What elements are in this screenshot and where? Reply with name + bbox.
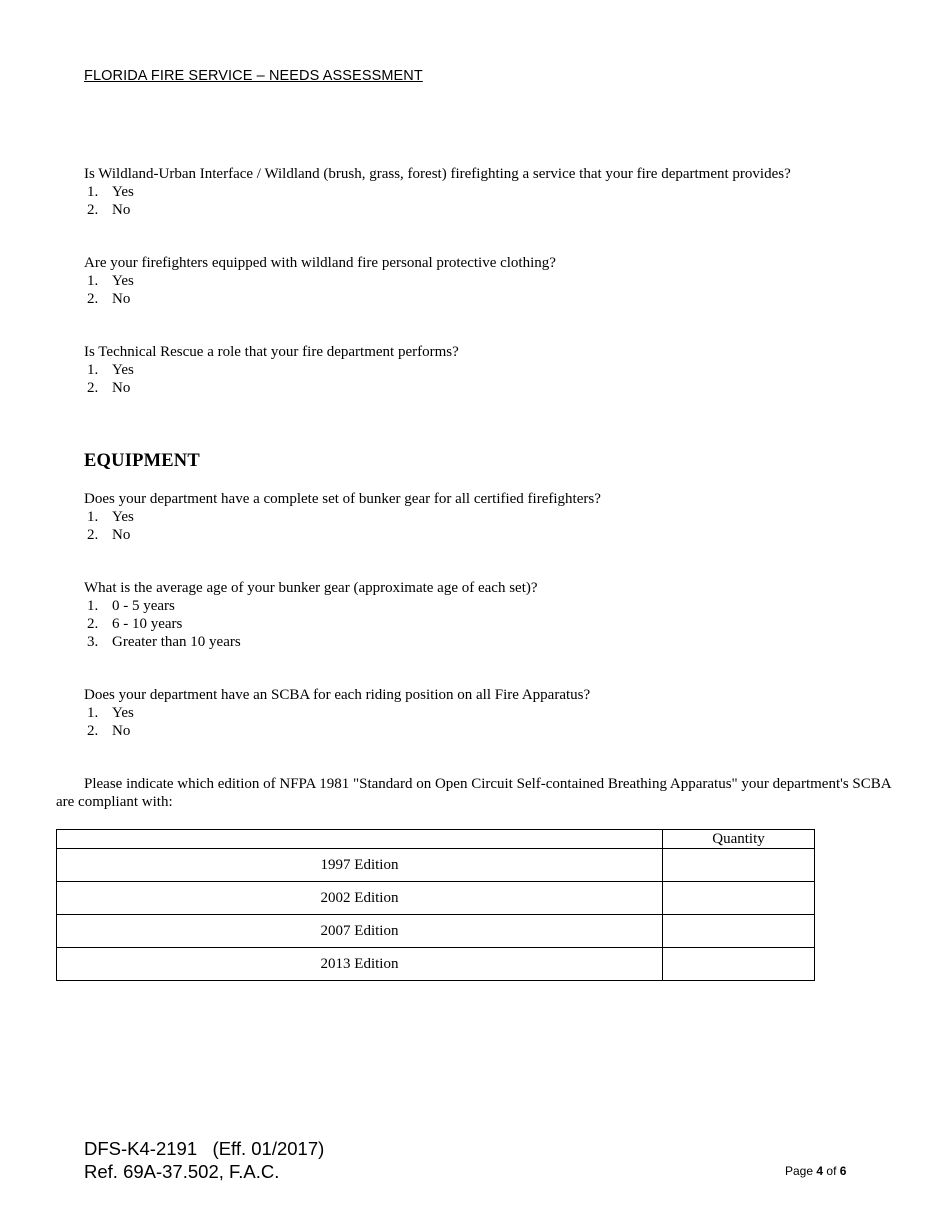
option-number: 2. <box>87 380 99 396</box>
question-text: What is the average age of your bunker gear (approximate age of each set)? <box>84 580 538 596</box>
page-header-title: FLORIDA FIRE SERVICE – NEEDS ASSESSMENT <box>84 68 423 84</box>
option-label: 6 - 10 years <box>112 616 183 632</box>
option-number: 2. <box>87 616 99 632</box>
option-number: 2. <box>87 202 99 218</box>
quantity-cell[interactable] <box>663 948 815 981</box>
question-bunker-gear-complete <box>84 490 601 544</box>
option-no[interactable] <box>84 379 459 397</box>
page-number <box>785 1164 846 1178</box>
table-header-row <box>57 830 815 849</box>
question-bunker-gear-age <box>84 579 538 651</box>
question-text: Is Technical Rescue a role that your fire department performs? <box>84 344 459 360</box>
page-of: of <box>826 1164 837 1178</box>
option-number: 2. <box>87 291 99 307</box>
table-row <box>57 849 815 882</box>
table-header-quantity: Quantity <box>663 830 815 849</box>
page-word: Page <box>785 1164 814 1178</box>
option-yes[interactable] <box>84 272 556 290</box>
question-text: Are your firefighters equipped with wildland fire personal protective clothing? <box>84 255 556 271</box>
question-text: Does your department have a complete set of bunker gear for all certified firefighters? <box>84 491 601 507</box>
option-label: No <box>112 527 131 543</box>
option-label: No <box>112 202 131 218</box>
option-no[interactable] <box>84 290 556 308</box>
footer-reference: Ref. 69A-37.502, F.A.C. <box>84 1161 280 1182</box>
edition-label: 2007 Edition <box>57 915 663 948</box>
option-6-10-years[interactable] <box>84 615 538 633</box>
option-no[interactable] <box>84 722 590 740</box>
option-label: Yes <box>112 705 134 721</box>
nfpa-paragraph <box>56 775 896 811</box>
option-label: No <box>112 291 131 307</box>
option-number: 1. <box>87 362 99 378</box>
question-technical-rescue <box>84 343 459 397</box>
footer-effective-date: (Eff. 01/2017) <box>212 1138 325 1159</box>
option-number: 1. <box>87 705 99 721</box>
option-yes[interactable] <box>84 508 601 526</box>
quantity-cell[interactable] <box>663 915 815 948</box>
section-heading-equipment: EQUIPMENT <box>84 451 200 471</box>
option-number: 1. <box>87 509 99 525</box>
option-number: 1. <box>87 184 99 200</box>
quantity-cell[interactable] <box>663 882 815 915</box>
question-text: Does your department have an SCBA for each riding position on all Fire Apparatus? <box>84 687 591 703</box>
option-yes[interactable] <box>84 704 590 722</box>
table-row <box>57 882 815 915</box>
quantity-cell[interactable] <box>663 849 815 882</box>
option-no[interactable] <box>84 526 601 544</box>
option-label: 0 - 5 years <box>112 598 175 614</box>
page-current: 4 <box>816 1164 824 1178</box>
scba-edition-table <box>56 829 815 981</box>
nfpa-paragraph-text: Please indicate which edition of NFPA 1981 "Standard on Open Circuit Self-contained Breathing Apparatus" your department's SCBA are compliant with: <box>56 776 891 810</box>
option-label: Yes <box>112 509 134 525</box>
table-row <box>57 915 815 948</box>
option-label: Yes <box>112 273 134 289</box>
page-total: 6 <box>839 1164 847 1178</box>
option-number: 2. <box>87 723 99 739</box>
option-label: No <box>112 723 131 739</box>
option-label: Greater than 10 years <box>112 634 241 650</box>
option-label: Yes <box>112 184 134 200</box>
footer-form-info <box>84 1137 324 1183</box>
question-scba-each-position <box>84 686 590 740</box>
option-number: 1. <box>87 598 99 614</box>
option-number: 2. <box>87 527 99 543</box>
question-wildland-service <box>84 165 791 219</box>
footer-form-code: DFS-K4-2191 <box>84 1138 198 1159</box>
edition-label: 2002 Edition <box>57 882 663 915</box>
table-header-edition <box>57 830 663 849</box>
edition-label: 1997 Edition <box>57 849 663 882</box>
option-yes[interactable] <box>84 183 791 201</box>
option-0-5-years[interactable] <box>84 597 538 615</box>
option-number: 1. <box>87 273 99 289</box>
option-yes[interactable] <box>84 361 459 379</box>
option-no[interactable] <box>84 201 791 219</box>
option-label: No <box>112 380 131 396</box>
question-wildland-ppe <box>84 254 556 308</box>
option-number: 3. <box>87 634 99 650</box>
edition-label: 2013 Edition <box>57 948 663 981</box>
question-text: Is Wildland-Urban Interface / Wildland (brush, grass, forest) firefighting a service that your fire department provides? <box>84 166 791 182</box>
table-row <box>57 948 815 981</box>
option-label: Yes <box>112 362 134 378</box>
option-greater-than-10-years[interactable] <box>84 633 538 651</box>
